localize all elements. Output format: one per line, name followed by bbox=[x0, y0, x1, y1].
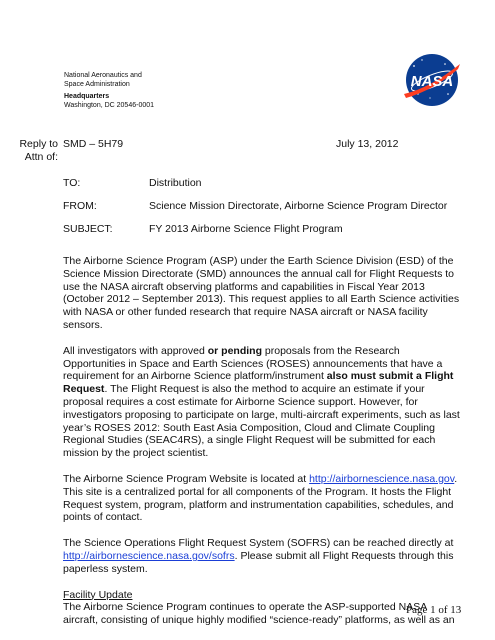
nasa-logo-text: NASA bbox=[410, 73, 454, 90]
paragraph-facility bbox=[63, 589, 463, 627]
facility-update-heading: Facility Update bbox=[63, 588, 133, 601]
agency-name-line2: Space Administration bbox=[64, 80, 130, 88]
p2-bold-submit: also must submit a Flight Request bbox=[63, 370, 454, 396]
p4-text-a: The Science Operations Flight Request System (SOFRS) can be reached directly at bbox=[63, 537, 454, 550]
p3-text-a: The Airborne Science Program Website is located at bbox=[63, 472, 310, 485]
paragraph-website bbox=[63, 473, 463, 524]
letter-date: July 13, 2012 bbox=[336, 138, 399, 150]
letter-body bbox=[63, 255, 463, 640]
paragraph-investigators bbox=[63, 345, 463, 460]
reply-code: SMD – 5H79 bbox=[63, 138, 124, 150]
agency-block bbox=[64, 72, 154, 110]
sofrs-link[interactable]: http://airbornescience.nasa.gov/sofrs bbox=[63, 549, 235, 562]
from-value: Science Mission Directorate, Airborne Science Program Director bbox=[149, 200, 448, 212]
to-label: TO: bbox=[63, 177, 81, 189]
p2-text-e: . The Flight Request is also the method to acquire an estimate if your proposal requires a cost estimate for Airborne Science support. However, for investigators proposing to participate on large, multi-aircraft experiments, such as last year’s ROSES 2012: South East Asia Composition, Cloud and Climate Coupling Regional Studies (SEAC4RS), a single Flight Request will be submitted for each mission by the project scientist. bbox=[63, 383, 460, 460]
paragraph-sofrs bbox=[63, 537, 463, 575]
p2-bold-pending: or pending bbox=[207, 344, 262, 357]
p5-text: The Airborne Science Program continues to operate the ASP-supported NASA aircraft, consisting of unique highly modified “science-ready” platforms, as well as an bbox=[63, 601, 455, 627]
reply-label-line2: Attn of: bbox=[24, 151, 58, 163]
p3-text-b: . This site is a centralized portal for all components of the Program. It hosts the Flight Request system, program, platform and instrumentation capabilities, schedules, and points of contact. bbox=[63, 472, 458, 524]
p2-text-a: All investigators with approved bbox=[63, 344, 208, 357]
from-label: FROM: bbox=[63, 200, 97, 212]
airborne-science-link[interactable]: http://airbornescience.nasa.gov bbox=[309, 472, 455, 485]
nasa-logo-icon bbox=[400, 50, 464, 110]
p2-text-c: proposals from the Research Opportunities in Space and Earth Sciences (ROSES) announcements that have a requirement for an Airborne Science platform/instrument bbox=[63, 344, 443, 383]
reply-label-line1: Reply to bbox=[19, 138, 58, 150]
subject-value: FY 2013 Airborne Science Flight Program bbox=[149, 223, 343, 235]
p4-text-b: . Please submit all Flight Requests through this paperless system. bbox=[63, 549, 454, 575]
headquarters-label: Headquarters bbox=[64, 93, 110, 100]
agency-address: Washington, DC 20546-0001 bbox=[64, 101, 155, 109]
page-number: Page 1 of 13 bbox=[406, 604, 462, 616]
agency-name-line1: National Aeronautics and bbox=[64, 72, 142, 79]
to-value: Distribution bbox=[149, 177, 202, 189]
paragraph-intro: The Airborne Science Program (ASP) under the Earth Science Division (ESD) of the Science Mission Directorate (SMD) announces the annual call for Flight Requests to use the NASA aircraft observing platforms and capabilities in Fiscal Year 2013 (October 2012 – September 2013). This request applies to all Earth Science activities with NASA or other funded research that require NASA aircraft or NASA facility sensors. bbox=[63, 255, 460, 331]
subject-label: SUBJECT: bbox=[63, 223, 113, 235]
reply-to-label bbox=[16, 138, 58, 164]
